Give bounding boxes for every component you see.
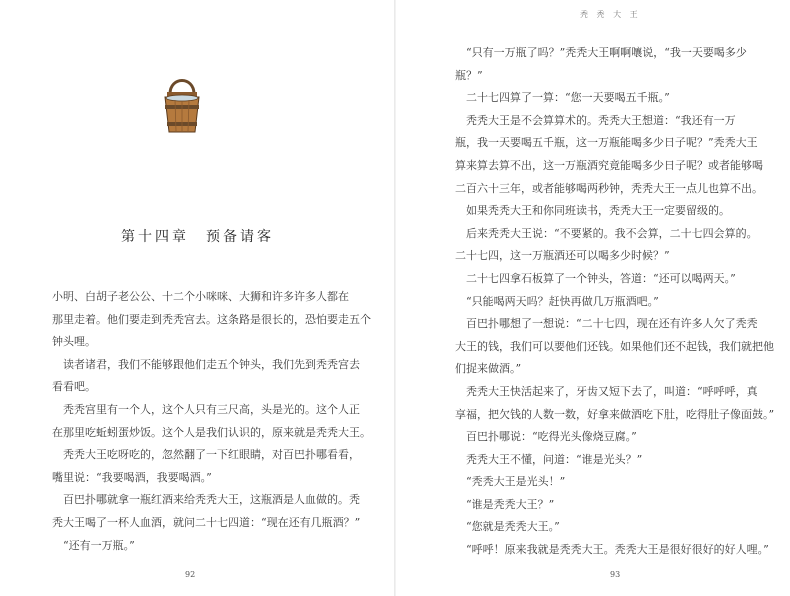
text-line: 嘴里说：“我要喝酒，我要喝酒。” (52, 470, 212, 484)
text-line: 那里走着。他们要走到秃秃宫去。这条路是很长的，恐怕要走五个 (52, 312, 371, 326)
right-body-text (455, 42, 775, 562)
text-line: 瓶？” (455, 68, 483, 82)
text-line: 二百六十三年，或者能够喝两秒钟，秃秃大王一点儿也算不出。 (455, 181, 763, 195)
text-line: 秃秃大王是不会算算术的。秃秃大王想道：“我还有一万 (455, 113, 736, 127)
text-line: 看看吧。 (52, 380, 96, 394)
text-line: “您就是秃秃大王。” (455, 520, 560, 534)
text-line: 在那里吃蚯蚓蛋炒饭。这个人是我们认识的，原来就是秃秃大王。 (52, 425, 371, 439)
chapter-title: 第十四章 预备请客 (121, 229, 274, 245)
text-line: 大王的钱，我们可以要他们还钱。如果他们还不起钱，我们就把他 (455, 339, 774, 353)
text-line: 小明、白胡子老公公、十二个小咪咪、大狮和许多许多人都在 (52, 290, 349, 303)
text-line: “呼呼！原来我就是秃秃大王。秃秃大王是很好很好的好人哩。” (455, 543, 769, 557)
text-line: 后来秃秃大王说：“不要紧的。我不会算，二十七四会算的。 (455, 226, 758, 240)
text-line: 百巴扑哪想了一想说：“二十七四，现在还有许多人欠了秃秃 (455, 317, 758, 331)
text-line: “谁是秃秃大王？” (455, 497, 555, 511)
left-body-text (52, 286, 371, 557)
page-number: 93 (610, 570, 621, 579)
text-line: 百巴扑哪说：“吃得光头像烧豆腐。” (455, 430, 637, 444)
text-line: 享福，把欠钱的人数一数，好拿来做酒吃下肚，吃得肚子像面鼓。” (455, 407, 775, 421)
text-line: 算来算去算不出，这一万瓶酒究竟能喝多少日子呢？或者能够喝 (455, 158, 763, 172)
wooden-bucket-icon (160, 72, 204, 134)
text-line: 们捉来做酒。” (455, 362, 522, 376)
text-line: “还有一万瓶。” (52, 538, 135, 552)
text-line: 二十七四算了一算：“您一天要喝五千瓶。” (455, 91, 670, 105)
text-line: 如果秃秃大王和你同班读书，秃秃大王一定要留级的。 (455, 204, 730, 218)
text-line: “秃秃大王是光头！” (455, 475, 566, 489)
text-line: 秃大王喝了一杯人血酒，就问二十七四道：“现在还有几瓶酒？” (52, 515, 361, 529)
page-number: 92 (185, 570, 196, 579)
text-line: 百巴扑哪就拿一瓶红酒来给秃秃大王，这瓶酒是人血做的。秃 (52, 493, 360, 507)
text-line: 二十七四，这一万瓶酒还可以喝多少时候？” (455, 249, 670, 263)
text-line: “只能喝两天吗？赶快再做几万瓶酒吧。” (455, 294, 659, 308)
text-line: 瓶，我一天要喝五千瓶，这一万瓶能喝多少日子呢？”秃秃大王 (455, 136, 758, 150)
text-line: 秃秃大王快活起来了，牙齿又短下去了，叫道：“呼呼呼，真 (455, 384, 758, 398)
text-line: “只有一万瓶了吗？”秃秃大王啊啊嚷说，“我一天要喝多少 (455, 46, 747, 59)
text-line: 钟头哩。 (52, 335, 96, 349)
text-line: 秃秃宫里有一个人，这个人只有三尺高，头是光的。这个人正 (52, 402, 360, 416)
text-line: 秃秃大王不懂，问道：“谁是光头？” (455, 452, 643, 466)
text-line: 秃秃大王吃呀吃的，忽然翻了一下红眼睛，对百巴扑哪看看， (52, 448, 360, 462)
text-line: 二十七四拿石板算了一个钟头，答道：“还可以喝两天。” (455, 271, 736, 285)
text-line: 读者诸君，我们不能够跟他们走五个钟头，我们先到秃秃宫去 (52, 357, 360, 371)
